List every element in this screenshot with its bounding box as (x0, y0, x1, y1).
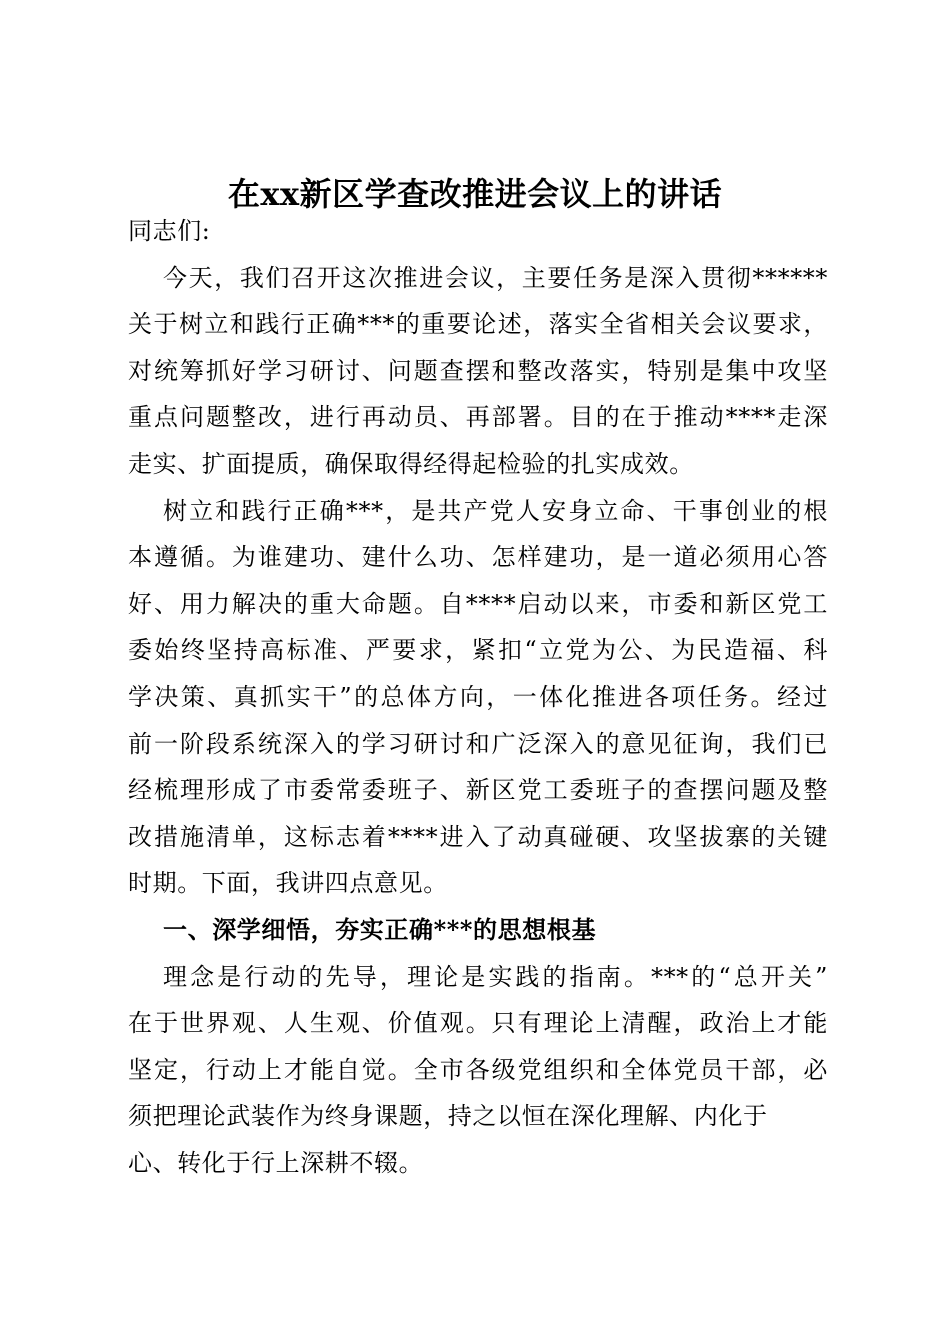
paragraph-line: 经梳理形成了市委常委班子、新区党工委班子的查摆问题及整 (128, 776, 828, 805)
document-body (128, 208, 828, 1186)
salutation: 同志们: (128, 217, 211, 245)
paragraph-line: 在于世界观、人生观、价值观。只有理论上清醒，政治上才能 (128, 1009, 828, 1038)
paragraph-line: 委始终坚持高标准、严要求，紧扣“立党为公、为民造福、科 (128, 636, 828, 665)
paragraph-line: 前一阶段系统深入的学习研讨和广泛深入的意见征询，我们已 (128, 729, 828, 758)
paragraph-line: 坚定，行动上才能自觉。全市各级党组织和全体党员干部，必 (128, 1055, 828, 1084)
paragraph-line: 改措施清单，这标志着****进入了动真碰硬、攻坚拔寨的关键 (128, 822, 828, 851)
paragraph-line: 好、用力解决的重大命题。自****启动以来，市委和新区党工 (128, 589, 828, 618)
paragraph-line: 对统筹抓好学习研讨、问题查摆和整改落实，特别是集中攻坚 (128, 356, 828, 385)
paragraph-line: 走实、扩面提质，确保取得经得起检验的扎实成效。 (128, 449, 694, 478)
paragraph-line: 今天，我们召开这次推进会议，主要任务是深入贯彻****** (163, 263, 828, 292)
paragraph-line: 心、转化于行上深耕不辍。 (128, 1148, 424, 1177)
paragraph-line: 树立和践行正确***，是共产党人安身立命、干事创业的根 (163, 496, 828, 525)
paragraph-line: 须把理论武装作为终身课题，持之以恒在深化理解、内化于 (128, 1102, 768, 1131)
paragraph-line: 理念是行动的先导，理论是实践的指南。***的“总开关” (163, 962, 828, 991)
paragraph-line: 时期。下面，我讲四点意见。 (128, 869, 448, 898)
section-heading: 一、深学细悟，夯实正确***的思想根基 (163, 914, 597, 944)
paragraph-line: 重点问题整改，进行再动员、再部署。目的在于推动****走深 (128, 403, 828, 432)
paragraph-line: 关于树立和践行正确***的重要论述，落实全省相关会议要求， (128, 310, 828, 339)
paragraph-line: 本遵循。为谁建功、建什么功、怎样建功，是一道必须用心答 (128, 543, 828, 572)
document-title: 在xx新区学查改推进会议上的讲话 (227, 175, 723, 213)
paragraph-line: 学决策、真抓实干”的总体方向，一体化推进各项任务。经过 (128, 682, 828, 711)
